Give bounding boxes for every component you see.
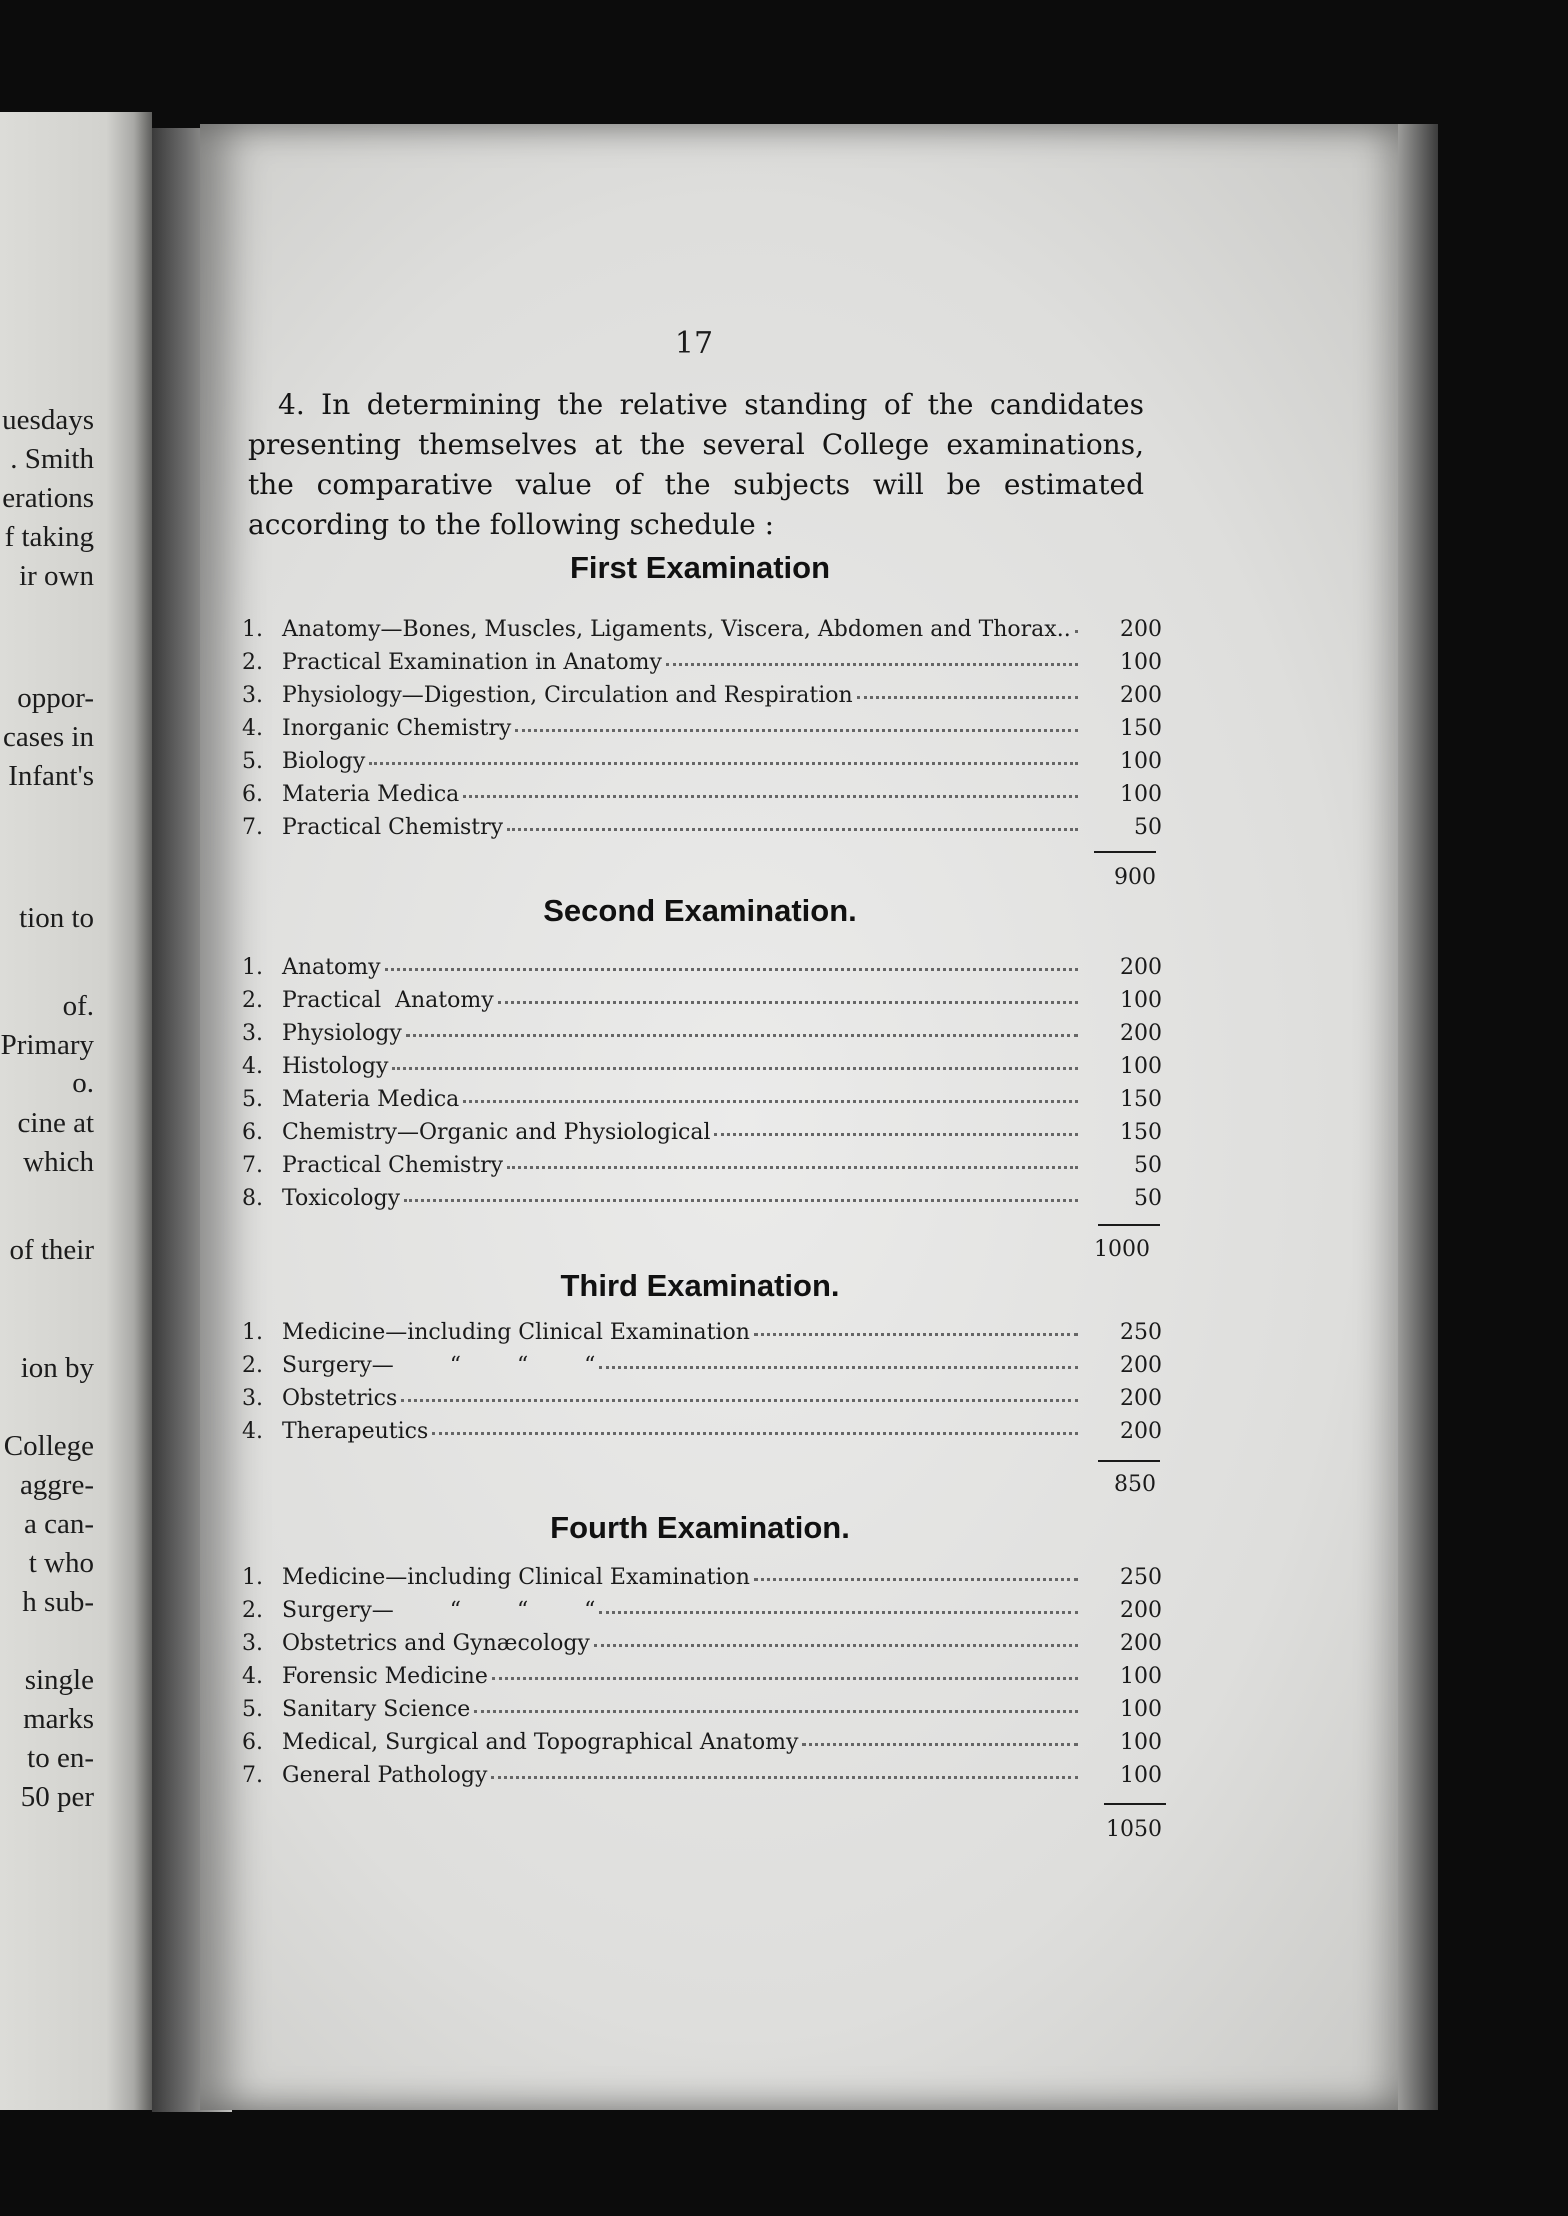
dot-leader [599, 1611, 1078, 1614]
subject-name: Forensic Medicine [282, 1664, 488, 1689]
left-page-line: ir own [19, 560, 94, 592]
item-number: 8. [242, 1186, 263, 1211]
table-row [242, 1664, 1162, 1697]
dot-leader [714, 1133, 1078, 1136]
left-page-line: marks [23, 1703, 94, 1735]
first-examination-total: 900 [1114, 865, 1156, 890]
left-page-line: cine at [17, 1107, 94, 1139]
subject-name: Anatomy—Bones, Muscles, Ligaments, Viscera, Abdomen and Thorax.. [282, 617, 1071, 642]
item-number: 2. [242, 1598, 263, 1623]
dot-leader [802, 1743, 1078, 1746]
total-rule [1098, 1224, 1160, 1226]
left-page-fragment [0, 112, 152, 2110]
subject-marks: 100 [1120, 1054, 1162, 1079]
intro-paragraph: 4. In determining the relative standing of the candidates presenting themselves at the several College examinations, the comparative value of the subjects will be estimated according to the following schedule : [248, 388, 1144, 541]
first-examination-list [242, 617, 1162, 848]
subject-name: Medical, Surgical and Topographical Anatomy [282, 1730, 799, 1755]
dot-leader [599, 1366, 1078, 1369]
item-number: 5. [242, 1697, 263, 1722]
subject-name: Practical Anatomy [282, 988, 494, 1013]
table-row [242, 955, 1162, 988]
subject-marks: 250 [1120, 1565, 1162, 1590]
left-page-line: . Smith [10, 443, 94, 475]
table-row [242, 1186, 1162, 1219]
subject-marks: 100 [1120, 650, 1162, 675]
item-number: 2. [242, 1353, 263, 1378]
subject-name: Inorganic Chemistry [282, 716, 512, 741]
subject-marks: 200 [1120, 617, 1162, 642]
second-examination-list [242, 955, 1162, 1219]
left-page-line: to en- [27, 1742, 94, 1774]
left-page-line: t who [28, 1547, 94, 1579]
subject-name: Medicine—including Clinical Examination [282, 1565, 750, 1590]
table-row [242, 1386, 1162, 1419]
left-page-line: tion to [19, 902, 94, 934]
left-page-line: single [24, 1664, 94, 1696]
page-number: 17 [674, 326, 714, 361]
table-row [242, 683, 1162, 716]
left-page-line: which [23, 1146, 94, 1178]
subject-name: Medicine—including Clinical Examination [282, 1320, 750, 1345]
item-number: 3. [242, 1631, 263, 1656]
table-row [242, 1054, 1162, 1087]
dot-leader [507, 1166, 1078, 1169]
table-row [242, 815, 1162, 848]
item-number: 1. [242, 617, 263, 642]
table-row [242, 1631, 1162, 1664]
table-row [242, 1730, 1162, 1763]
dot-leader [463, 795, 1078, 798]
subject-marks: 100 [1120, 749, 1162, 774]
total-rule [1098, 1460, 1160, 1462]
item-number: 4. [242, 716, 263, 741]
item-number: 1. [242, 955, 263, 980]
item-number: 3. [242, 1386, 263, 1411]
table-row [242, 1697, 1162, 1730]
subject-marks: 200 [1120, 1419, 1162, 1444]
item-number: 3. [242, 1021, 263, 1046]
subject-marks: 200 [1120, 1353, 1162, 1378]
subject-name: Sanitary Science [282, 1697, 471, 1722]
dot-leader [369, 762, 1078, 765]
dot-leader [857, 696, 1078, 699]
subject-marks: 50 [1134, 1186, 1162, 1211]
item-number: 2. [242, 988, 263, 1013]
table-row [242, 988, 1162, 1021]
fourth-examination-total: 1050 [1106, 1817, 1162, 1842]
dot-leader [507, 828, 1078, 831]
item-number: 4. [242, 1054, 263, 1079]
dot-leader [515, 729, 1078, 732]
item-number: 6. [242, 782, 263, 807]
section-title-first-examination: First Examination [569, 550, 831, 585]
subject-name: Practical Examination in Anatomy [282, 650, 662, 675]
left-page-line: oppor- [17, 682, 94, 714]
subject-marks: 150 [1120, 1087, 1162, 1112]
dot-leader [432, 1432, 1078, 1435]
section-title-second-examination: Second Examination. [543, 893, 857, 928]
page-edge [1398, 124, 1438, 2110]
table-row [242, 749, 1162, 782]
table-row [242, 1598, 1162, 1631]
subject-name: Toxicology [282, 1186, 401, 1211]
subject-name: Obstetrics and Gynæcology [282, 1631, 590, 1656]
table-row [242, 1763, 1162, 1796]
subject-name: Therapeutics [282, 1419, 429, 1444]
subject-name: Chemistry—Organic and Physiological [282, 1120, 711, 1145]
left-page-line: of their [9, 1234, 94, 1266]
item-number: 1. [242, 1320, 263, 1345]
subject-name: Materia Medica [282, 1087, 460, 1112]
subject-marks: 100 [1120, 782, 1162, 807]
table-row [242, 716, 1162, 749]
dot-leader [385, 968, 1078, 971]
subject-marks: 100 [1120, 1730, 1162, 1755]
subject-name: Practical Chemistry [282, 1153, 504, 1178]
subject-name: Practical Chemistry [282, 815, 504, 840]
table-row [242, 1353, 1162, 1386]
left-page-line: ion by [20, 1352, 94, 1384]
table-row [242, 650, 1162, 683]
subject-marks: 150 [1120, 1120, 1162, 1145]
subject-marks: 100 [1120, 1697, 1162, 1722]
subject-name: Biology [282, 749, 366, 774]
dot-leader [492, 1677, 1078, 1680]
second-examination-total: 1000 [1094, 1237, 1150, 1262]
subject-name: Physiology [282, 1021, 402, 1046]
subject-name: Surgery— “ “ “ [282, 1353, 596, 1378]
item-number: 7. [242, 1763, 263, 1788]
left-page-line: College [3, 1430, 94, 1462]
table-row [242, 1153, 1162, 1186]
left-page-line: aggre- [19, 1469, 94, 1501]
dot-leader [754, 1578, 1078, 1581]
subject-marks: 200 [1120, 683, 1162, 708]
item-number: 6. [242, 1730, 263, 1755]
dot-leader [401, 1399, 1078, 1402]
total-rule [1094, 851, 1156, 853]
item-number: 4. [242, 1419, 263, 1444]
subject-name: General Pathology [282, 1763, 488, 1788]
left-page-line: f taking [4, 521, 94, 553]
subject-marks: 50 [1134, 1153, 1162, 1178]
left-page-line: a can- [23, 1508, 94, 1540]
left-page-line: o. [72, 1067, 94, 1099]
item-number: 5. [242, 749, 263, 774]
third-examination-list [242, 1320, 1162, 1452]
item-number: 5. [242, 1087, 263, 1112]
table-row [242, 1565, 1162, 1598]
subject-marks: 200 [1120, 955, 1162, 980]
dot-leader [406, 1034, 1078, 1037]
fourth-examination-list [242, 1565, 1162, 1796]
subject-marks: 100 [1120, 1763, 1162, 1788]
item-number: 7. [242, 815, 263, 840]
subject-marks: 50 [1134, 815, 1162, 840]
subject-marks: 100 [1120, 1664, 1162, 1689]
dot-leader [498, 1001, 1078, 1004]
subject-name: Obstetrics [282, 1386, 398, 1411]
table-row [242, 1320, 1162, 1353]
item-number: 4. [242, 1664, 263, 1689]
subject-name: Surgery— “ “ “ [282, 1598, 596, 1623]
left-page-line: Infant's [8, 760, 94, 792]
left-page-line: Primary [0, 1029, 94, 1061]
total-rule [1104, 1803, 1166, 1805]
dot-leader [463, 1100, 1078, 1103]
table-row [242, 1419, 1162, 1452]
item-number: 2. [242, 650, 263, 675]
dot-leader [404, 1199, 1078, 1202]
section-title-third-examination: Third Examination. [560, 1268, 840, 1303]
table-row [242, 617, 1162, 650]
left-page-line: cases in [3, 721, 94, 753]
left-page-line: 50 per [20, 1781, 94, 1813]
third-examination-total: 850 [1114, 1472, 1156, 1497]
item-number: 3. [242, 683, 263, 708]
subject-name: Physiology—Digestion, Circulation and Respiration [282, 683, 853, 708]
item-number: 6. [242, 1120, 263, 1145]
subject-name: Anatomy [282, 955, 381, 980]
subject-name: Histology [282, 1054, 389, 1079]
subject-marks: 150 [1120, 716, 1162, 741]
left-page-line: h sub- [22, 1586, 94, 1618]
left-page-line: erations [2, 482, 94, 514]
dot-leader [594, 1644, 1078, 1647]
subject-name: Materia Medica [282, 782, 460, 807]
left-page-line: uesdays [2, 404, 94, 436]
subject-marks: 100 [1120, 988, 1162, 1013]
item-number: 1. [242, 1565, 263, 1590]
section-title-fourth-examination: Fourth Examination. [550, 1510, 850, 1545]
dot-leader [474, 1710, 1078, 1713]
dot-leader [666, 663, 1078, 666]
table-row [242, 1120, 1162, 1153]
subject-marks: 200 [1120, 1386, 1162, 1411]
table-row [242, 1087, 1162, 1120]
table-row [242, 1021, 1162, 1054]
dot-leader [754, 1333, 1078, 1336]
dot-leader [392, 1067, 1078, 1070]
item-number: 7. [242, 1153, 263, 1178]
subject-marks: 200 [1120, 1021, 1162, 1046]
subject-marks: 200 [1120, 1631, 1162, 1656]
subject-marks: 200 [1120, 1598, 1162, 1623]
left-page-line: of. [62, 990, 94, 1022]
table-row [242, 782, 1162, 815]
subject-marks: 250 [1120, 1320, 1162, 1345]
dot-leader [1075, 630, 1078, 633]
dot-leader [491, 1776, 1078, 1779]
